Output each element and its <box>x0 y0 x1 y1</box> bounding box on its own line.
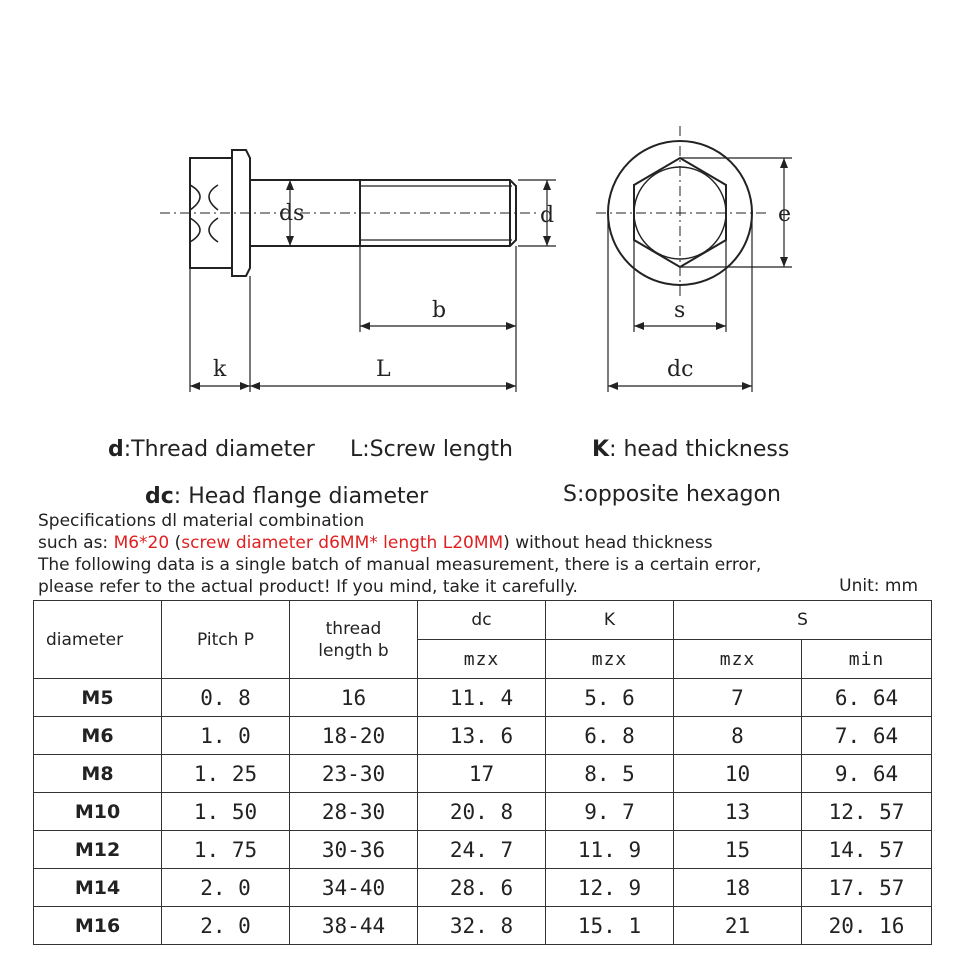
cell-thread-length: 34-40 <box>290 869 418 907</box>
cell-dc: 13. 6 <box>418 717 546 755</box>
cell-dc: 11. 4 <box>418 679 546 717</box>
header-k-max: mzx <box>546 640 674 679</box>
cell-thread-length: 28-30 <box>290 793 418 831</box>
header-dc-max: mzx <box>418 640 546 679</box>
cell-diameter: M14 <box>34 869 162 907</box>
legend-d: d:Thread diameter <box>108 437 315 462</box>
label-e: e <box>778 202 792 227</box>
header-s-min: min <box>802 640 932 679</box>
label-b: b <box>432 298 447 323</box>
cell-dc: 17 <box>418 755 546 793</box>
label-s: s <box>674 298 686 323</box>
cell-diameter: M12 <box>34 831 162 869</box>
bolt-technical-drawing <box>0 0 960 420</box>
cell-diameter: M10 <box>34 793 162 831</box>
cell-s-max: 10 <box>674 755 802 793</box>
cell-thread-length: 18-20 <box>290 717 418 755</box>
cell-dc: 28. 6 <box>418 869 546 907</box>
cell-k: 8. 5 <box>546 755 674 793</box>
table-row <box>34 755 932 793</box>
cell-k: 12. 9 <box>546 869 674 907</box>
cell-s-min: 17. 57 <box>802 869 932 907</box>
cell-thread-length: 16 <box>290 679 418 717</box>
cell-s-min: 12. 57 <box>802 793 932 831</box>
cell-pitch: 0. 8 <box>162 679 290 717</box>
cell-dc: 32. 8 <box>418 907 546 945</box>
cell-pitch: 2. 0 <box>162 907 290 945</box>
label-dc: dc <box>667 357 694 382</box>
label-k: k <box>213 357 227 382</box>
cell-s-max: 15 <box>674 831 802 869</box>
cell-s-max: 7 <box>674 679 802 717</box>
cell-thread-length: 23-30 <box>290 755 418 793</box>
table-row <box>34 907 932 945</box>
cell-k: 5. 6 <box>546 679 674 717</box>
legend-S: S:opposite hexagon <box>563 482 781 507</box>
unit-label: Unit: mm <box>839 576 918 596</box>
cell-thread-length: 30-36 <box>290 831 418 869</box>
cell-s-max: 21 <box>674 907 802 945</box>
label-d: d <box>540 203 555 228</box>
cell-diameter: M6 <box>34 717 162 755</box>
note-line-4: please refer to the actual product! If you mind, take it carefully. <box>38 577 578 597</box>
cell-dc: 20. 8 <box>418 793 546 831</box>
cell-dc: 24. 7 <box>418 831 546 869</box>
cell-s-max: 8 <box>674 717 802 755</box>
note-line-1: Specifications dl material combination <box>38 511 365 531</box>
cell-thread-length: 38-44 <box>290 907 418 945</box>
table-row <box>34 831 932 869</box>
legend-dc: dc: Head flange diameter <box>145 484 429 509</box>
cell-k: 15. 1 <box>546 907 674 945</box>
header-s: S <box>674 601 932 640</box>
cell-pitch: 1. 25 <box>162 755 290 793</box>
label-ds: ds <box>279 201 305 226</box>
table-row <box>34 717 932 755</box>
cell-pitch: 1. 50 <box>162 793 290 831</box>
cell-s-min: 6. 64 <box>802 679 932 717</box>
cell-s-max: 18 <box>674 869 802 907</box>
cell-diameter: M16 <box>34 907 162 945</box>
table-row <box>34 679 932 717</box>
cell-s-max: 13 <box>674 793 802 831</box>
spec-table <box>33 600 932 945</box>
cell-s-min: 7. 64 <box>802 717 932 755</box>
legend-K: K: head thickness <box>592 437 790 462</box>
header-thread-length: thread length b <box>290 601 418 679</box>
cell-pitch: 1. 0 <box>162 717 290 755</box>
cell-s-min: 14. 57 <box>802 831 932 869</box>
cell-k: 9. 7 <box>546 793 674 831</box>
header-s-max: mzx <box>674 640 802 679</box>
table-row <box>34 869 932 907</box>
cell-pitch: 1. 75 <box>162 831 290 869</box>
cell-k: 6. 8 <box>546 717 674 755</box>
header-diameter: diameter <box>34 601 162 679</box>
table-row <box>34 793 932 831</box>
label-L: L <box>376 357 391 382</box>
header-k: K <box>546 601 674 640</box>
header-pitch: Pitch P <box>162 601 290 679</box>
cell-diameter: M5 <box>34 679 162 717</box>
legend-L: L:Screw length <box>350 437 513 462</box>
cell-s-min: 9. 64 <box>802 755 932 793</box>
note-line-2: such as: M6*20 (screw diameter d6MM* length L20MM) without head thickness <box>38 533 713 553</box>
notes <box>38 510 761 598</box>
cell-pitch: 2. 0 <box>162 869 290 907</box>
cell-diameter: M8 <box>34 755 162 793</box>
note-line-3: The following data is a single batch of manual measurement, there is a certain error, <box>38 555 762 575</box>
header-dc: dc <box>418 601 546 640</box>
cell-k: 11. 9 <box>546 831 674 869</box>
cell-s-min: 20. 16 <box>802 907 932 945</box>
